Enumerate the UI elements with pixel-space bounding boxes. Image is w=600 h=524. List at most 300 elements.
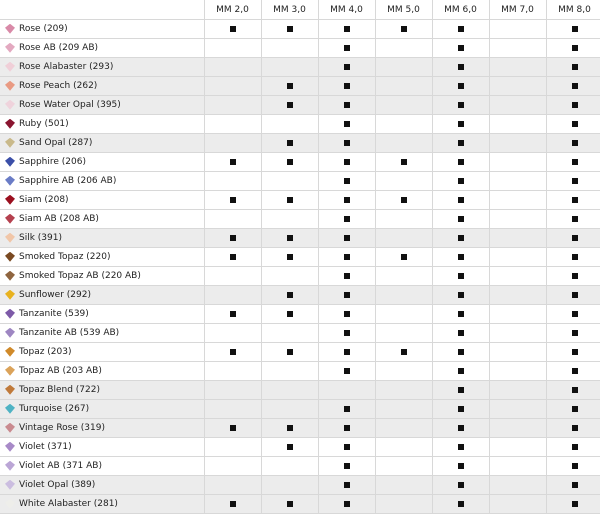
crystal-swatch-icon [5,252,15,262]
table-row [0,229,600,248]
available-mark-icon [458,368,464,374]
size-availability-cell [432,476,489,495]
available-mark-icon [458,140,464,146]
available-mark-icon [230,425,236,431]
size-availability-cell [375,495,432,514]
crystal-name-cell [0,134,204,153]
available-mark-icon [344,197,350,203]
available-mark-icon [401,159,407,165]
available-mark-icon [572,102,578,108]
available-mark-icon [344,292,350,298]
size-availability-cell [546,381,600,400]
size-availability-cell [204,20,261,39]
size-availability-cell [489,210,546,229]
available-mark-icon [572,292,578,298]
size-availability-cell [261,39,318,58]
size-availability-cell [204,324,261,343]
table-row [0,400,600,419]
size-availability-cell [204,172,261,191]
size-availability-cell [546,96,600,115]
available-mark-icon [458,102,464,108]
size-availability-cell [489,286,546,305]
crystal-name-label: Topaz (203) [19,346,72,357]
column-header: MM 7,0 [489,0,546,20]
size-availability-cell [489,343,546,362]
crystal-swatch-icon [5,309,15,319]
size-availability-cell [204,495,261,514]
table-row [0,153,600,172]
available-mark-icon [344,482,350,488]
size-availability-cell [261,153,318,172]
crystal-swatch-icon [5,195,15,205]
available-mark-icon [344,254,350,260]
table-header [0,0,600,20]
table-row [0,134,600,153]
size-availability-cell [204,153,261,172]
crystal-name-cell [0,457,204,476]
size-availability-cell [204,58,261,77]
size-availability-cell [261,457,318,476]
size-availability-cell [546,305,600,324]
available-mark-icon [572,482,578,488]
crystal-name-cell [0,343,204,362]
available-mark-icon [344,311,350,317]
table-row [0,419,600,438]
size-availability-cell [375,400,432,419]
size-availability-cell [546,20,600,39]
size-availability-cell [375,210,432,229]
table-row [0,438,600,457]
size-availability-cell [204,115,261,134]
size-availability-cell [432,210,489,229]
size-availability-cell [261,438,318,457]
crystal-name-cell [0,248,204,267]
size-availability-cell [318,191,375,210]
size-availability-cell [261,77,318,96]
size-availability-cell [318,381,375,400]
crystal-swatch-icon [5,138,15,148]
size-availability-cell [318,172,375,191]
size-availability-cell [318,77,375,96]
crystal-swatch-icon [5,81,15,91]
size-availability-cell [318,476,375,495]
available-mark-icon [401,349,407,355]
size-availability-cell [318,438,375,457]
size-availability-cell [318,362,375,381]
available-mark-icon [344,501,350,507]
size-availability-cell [204,267,261,286]
crystal-swatch-icon [5,499,15,509]
available-mark-icon [572,273,578,279]
crystal-swatch-icon [5,290,15,300]
size-availability-cell [375,77,432,96]
available-mark-icon [287,292,293,298]
size-availability-cell [489,495,546,514]
available-mark-icon [458,178,464,184]
available-mark-icon [458,83,464,89]
size-availability-cell [318,305,375,324]
size-availability-cell [318,115,375,134]
available-mark-icon [572,121,578,127]
crystal-name-label: Rose Alabaster (293) [19,61,114,72]
available-mark-icon [344,45,350,51]
size-availability-cell [489,324,546,343]
table-row [0,362,600,381]
size-availability-cell [261,343,318,362]
available-mark-icon [230,349,236,355]
size-availability-cell [204,134,261,153]
crystal-name-cell [0,305,204,324]
available-mark-icon [344,178,350,184]
column-header: MM 3,0 [261,0,318,20]
crystal-name-label: Turquoise (267) [19,403,90,414]
available-mark-icon [572,140,578,146]
available-mark-icon [344,330,350,336]
crystal-name-cell [0,172,204,191]
crystal-name-label: Sapphire AB (206 AB) [19,175,117,186]
column-header: MM 4,0 [318,0,375,20]
crystal-swatch-icon [5,233,15,243]
size-availability-cell [432,172,489,191]
crystal-name-label: Vintage Rose (319) [19,422,105,433]
available-mark-icon [287,349,293,355]
crystal-swatch-icon [5,461,15,471]
crystal-name-label: Sapphire (206) [19,156,86,167]
size-availability-cell [432,381,489,400]
table-row [0,115,600,134]
size-availability-cell [546,286,600,305]
size-availability-cell [375,381,432,400]
size-availability-cell [261,286,318,305]
size-availability-cell [489,438,546,457]
column-header: MM 5,0 [375,0,432,20]
size-availability-cell [432,229,489,248]
size-availability-cell [489,20,546,39]
crystal-name-cell [0,267,204,286]
size-availability-cell [432,495,489,514]
available-mark-icon [458,425,464,431]
size-availability-cell [318,343,375,362]
size-availability-cell [546,134,600,153]
available-mark-icon [572,501,578,507]
size-availability-cell [432,419,489,438]
size-availability-cell [432,267,489,286]
size-availability-cell [318,96,375,115]
size-availability-cell [204,39,261,58]
available-mark-icon [230,159,236,165]
size-availability-cell [432,115,489,134]
size-availability-cell [432,134,489,153]
size-availability-cell [489,172,546,191]
size-availability-cell [546,343,600,362]
table-row [0,476,600,495]
available-mark-icon [458,197,464,203]
size-availability-cell [261,229,318,248]
size-availability-cell [375,134,432,153]
size-availability-cell [375,305,432,324]
available-mark-icon [344,64,350,70]
size-availability-cell [204,77,261,96]
size-availability-cell [432,324,489,343]
size-availability-cell [546,476,600,495]
available-mark-icon [572,349,578,355]
size-availability-cell [204,419,261,438]
crystal-swatch-icon [5,176,15,186]
size-availability-cell [318,495,375,514]
size-availability-cell [489,305,546,324]
size-availability-cell [546,400,600,419]
size-availability-cell [204,210,261,229]
size-availability-cell [546,457,600,476]
available-mark-icon [344,368,350,374]
available-mark-icon [458,26,464,32]
available-mark-icon [572,83,578,89]
header-row [0,0,600,20]
size-availability-cell [489,229,546,248]
crystal-name-cell [0,39,204,58]
available-mark-icon [287,102,293,108]
size-availability-cell [261,134,318,153]
size-availability-cell [204,229,261,248]
size-availability-cell [489,267,546,286]
crystal-name-label: Silk (391) [19,232,62,243]
available-mark-icon [572,463,578,469]
size-availability-cell [204,438,261,457]
table-row [0,457,600,476]
size-availability-cell [261,400,318,419]
crystal-swatch-icon [5,62,15,72]
size-availability-cell [375,58,432,77]
available-mark-icon [458,406,464,412]
size-availability-cell [432,96,489,115]
size-availability-cell [489,362,546,381]
table-row [0,77,600,96]
crystal-name-label: Tanzanite (539) [19,308,89,319]
crystal-name-cell [0,96,204,115]
size-availability-cell [318,286,375,305]
size-availability-cell [318,324,375,343]
available-mark-icon [287,83,293,89]
table-row [0,286,600,305]
size-availability-cell [318,210,375,229]
available-mark-icon [401,254,407,260]
crystal-name-label: Smoked Topaz (220) [19,251,111,262]
size-availability-cell [489,191,546,210]
size-availability-cell [204,476,261,495]
available-mark-icon [230,197,236,203]
size-availability-cell [375,457,432,476]
size-availability-cell [375,39,432,58]
available-mark-icon [230,235,236,241]
available-mark-icon [458,45,464,51]
size-availability-cell [375,286,432,305]
crystal-name-label: Topaz Blend (722) [19,384,100,395]
size-availability-cell [432,191,489,210]
crystal-name-label: Siam (208) [19,194,69,205]
crystal-swatch-icon [5,328,15,338]
size-availability-cell [432,400,489,419]
available-mark-icon [344,273,350,279]
size-availability-cell [489,115,546,134]
crystal-name-cell [0,115,204,134]
size-availability-cell [318,267,375,286]
available-mark-icon [572,254,578,260]
size-availability-cell [546,419,600,438]
available-mark-icon [230,501,236,507]
table-row [0,495,600,514]
available-mark-icon [458,254,464,260]
crystal-name-label: Siam AB (208 AB) [19,213,99,224]
size-availability-cell [375,248,432,267]
available-mark-icon [344,444,350,450]
available-mark-icon [344,121,350,127]
crystal-name-label: Rose (209) [19,23,68,34]
available-mark-icon [344,406,350,412]
size-availability-cell [546,229,600,248]
size-availability-cell [489,248,546,267]
crystal-swatch-icon [5,423,15,433]
crystal-swatch-icon [5,157,15,167]
size-availability-cell [375,229,432,248]
available-mark-icon [572,197,578,203]
crystal-name-label: Topaz AB (203 AB) [19,365,102,376]
crystal-name-cell [0,210,204,229]
size-availability-cell [489,457,546,476]
size-availability-cell [432,153,489,172]
size-availability-cell [204,305,261,324]
crystal-name-label: Rose Peach (262) [19,80,98,91]
size-availability-cell [489,39,546,58]
available-mark-icon [344,159,350,165]
crystal-name-cell [0,58,204,77]
crystal-swatch-icon [5,347,15,357]
crystal-swatch-icon [5,442,15,452]
size-availability-cell [261,58,318,77]
available-mark-icon [572,444,578,450]
available-mark-icon [458,444,464,450]
available-mark-icon [572,26,578,32]
size-availability-cell [375,343,432,362]
crystal-name-label: Violet Opal (389) [19,479,96,490]
available-mark-icon [572,425,578,431]
size-availability-cell [546,248,600,267]
available-mark-icon [287,197,293,203]
crystal-name-cell [0,419,204,438]
size-availability-cell [261,248,318,267]
size-availability-cell [432,39,489,58]
size-availability-cell [375,267,432,286]
table-row [0,305,600,324]
size-availability-cell [375,362,432,381]
size-availability-cell [204,343,261,362]
available-mark-icon [287,159,293,165]
size-availability-cell [432,343,489,362]
table-row [0,58,600,77]
crystal-swatch-icon [5,119,15,129]
size-availability-cell [546,438,600,457]
size-availability-cell [489,381,546,400]
size-availability-cell [432,20,489,39]
size-availability-cell [261,305,318,324]
table-row [0,324,600,343]
available-mark-icon [458,64,464,70]
size-availability-cell [432,248,489,267]
size-availability-cell [375,191,432,210]
size-availability-cell [204,248,261,267]
crystal-name-label: White Alabaster (281) [19,498,118,509]
table-row [0,172,600,191]
size-availability-cell [489,153,546,172]
available-mark-icon [287,254,293,260]
available-mark-icon [230,26,236,32]
size-availability-cell [546,172,600,191]
column-header: MM 2,0 [204,0,261,20]
crystal-name-cell [0,381,204,400]
size-availability-cell [375,419,432,438]
available-mark-icon [458,159,464,165]
available-mark-icon [344,235,350,241]
crystal-swatch-icon [5,404,15,414]
size-availability-cell [318,457,375,476]
size-availability-cell [318,419,375,438]
available-mark-icon [287,444,293,450]
size-availability-cell [204,400,261,419]
crystal-name-cell [0,362,204,381]
size-availability-cell [546,495,600,514]
size-availability-cell [261,362,318,381]
available-mark-icon [230,311,236,317]
size-availability-cell [489,96,546,115]
size-availability-cell [318,58,375,77]
size-availability-cell [546,115,600,134]
table-row [0,191,600,210]
crystal-name-cell [0,438,204,457]
available-mark-icon [287,501,293,507]
crystal-name-label: Violet AB (371 AB) [19,460,102,471]
size-availability-cell [489,77,546,96]
table-row [0,343,600,362]
size-availability-cell [546,77,600,96]
crystal-name-cell [0,495,204,514]
size-availability-cell [375,96,432,115]
size-availability-cell [432,286,489,305]
available-mark-icon [287,26,293,32]
size-availability-cell [375,324,432,343]
available-mark-icon [344,463,350,469]
size-availability-cell [489,58,546,77]
available-mark-icon [458,216,464,222]
available-mark-icon [287,235,293,241]
size-availability-cell [546,39,600,58]
crystal-swatch-icon [5,43,15,53]
size-availability-cell [375,476,432,495]
size-availability-cell [432,305,489,324]
available-mark-icon [458,292,464,298]
crystal-name-label: Ruby (501) [19,118,69,129]
available-mark-icon [458,387,464,393]
available-mark-icon [458,463,464,469]
available-mark-icon [572,216,578,222]
size-availability-cell [318,20,375,39]
size-availability-cell [204,362,261,381]
size-availability-cell [261,476,318,495]
crystal-swatch-icon [5,214,15,224]
table-body [0,20,600,514]
size-availability-cell [261,324,318,343]
crystal-name-cell [0,476,204,495]
crystal-swatch-icon [5,100,15,110]
size-availability-cell [318,229,375,248]
